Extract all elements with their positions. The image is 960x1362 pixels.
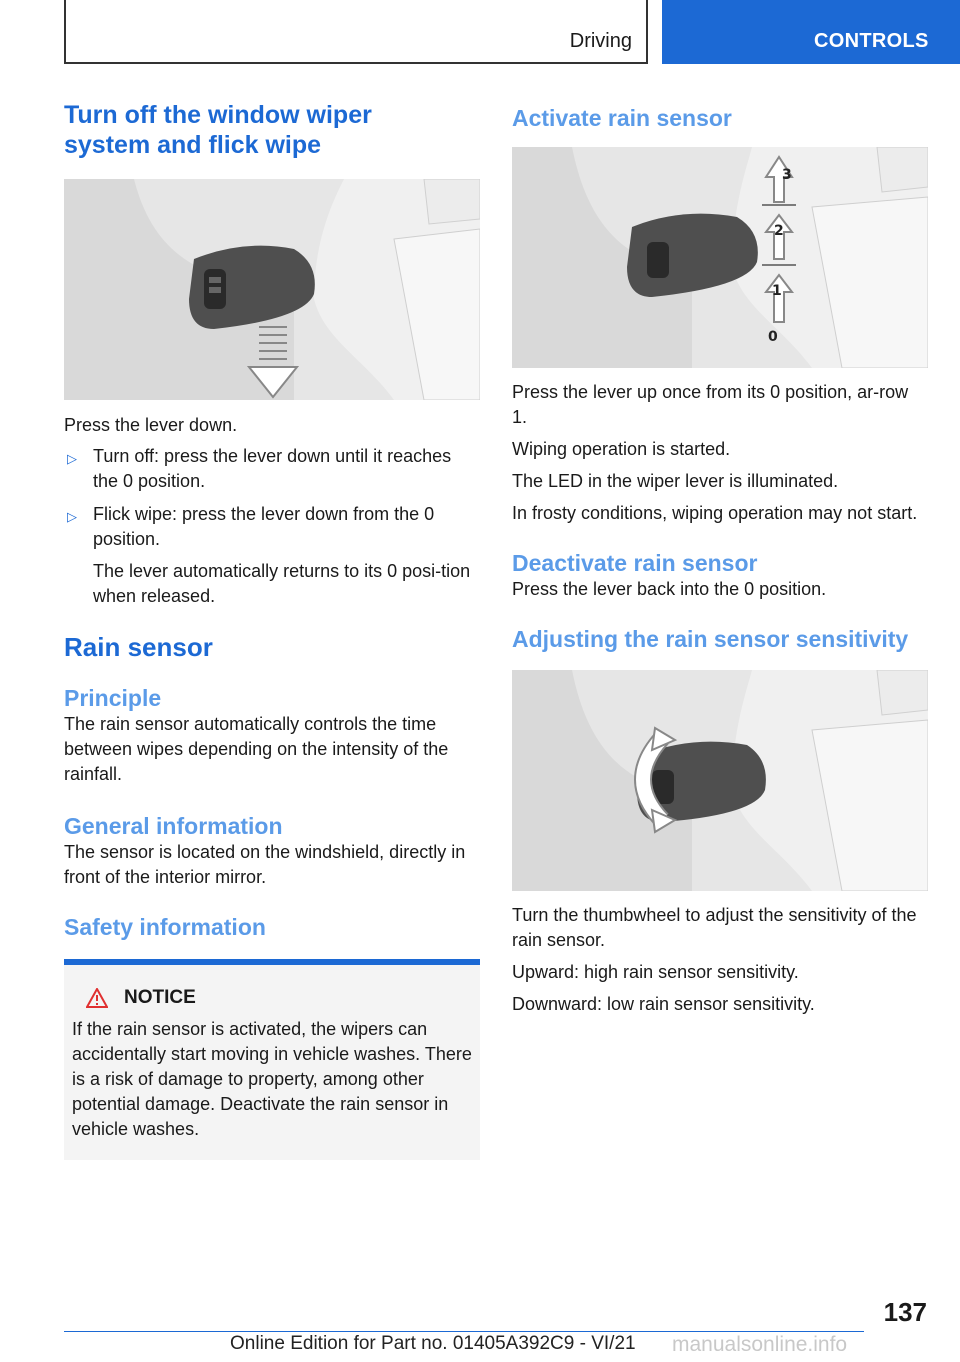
deactivate-text: Press the lever back into the 0 position. (512, 579, 827, 599)
notice-box (64, 959, 480, 1160)
thumbwheel-illustration (512, 670, 928, 891)
bullet-turn-off (64, 444, 480, 494)
header-chapter: CONTROLS (814, 30, 929, 52)
lever-up-illustration (512, 147, 928, 368)
figure-lever-up (512, 147, 928, 368)
subheading-activate: Activate rain sensor (512, 105, 732, 131)
header-section: Driving (569, 30, 632, 52)
subheading-general-info: General information (64, 813, 283, 839)
figure-thumbwheel (512, 670, 928, 891)
watermark: manualsonline.info (672, 1333, 848, 1356)
triangle-bullet-icon: ▷ (67, 509, 77, 524)
arrow-label-0: 0 (768, 329, 778, 345)
adjust-text-1: Turn the thumbwheel to adjust the sensitivity of the rain sensor. (512, 905, 917, 950)
footer-divider (64, 1331, 864, 1332)
header-section-box (64, 0, 648, 64)
subheading-deactivate: Deactivate rain sensor (512, 550, 758, 576)
right-column (512, 100, 928, 1017)
section-title-rain-sensor: Rain sensor (64, 632, 213, 662)
adjust-text-2: Upward: high rain sensor sensitivity. (512, 962, 799, 982)
notice-header (72, 987, 472, 1009)
footer-edition: Online Edition for Part no. 01405A392C9 - VI/21 (230, 1333, 636, 1354)
principle-text: The rain sensor automatically controls the time between wipes depending on the intensity of the rainfall. (64, 714, 449, 784)
notice-title: NOTICE (124, 987, 196, 1008)
subheading-principle: Principle (64, 685, 162, 711)
bullet-turn-off-text: Turn off: press the lever down until it reaches the 0 position. (93, 446, 452, 491)
lever-down-illustration (64, 179, 480, 400)
arrow-label-2: 2 (774, 223, 784, 239)
activate-text-4: In frosty conditions, wiping operation may not start. (512, 503, 918, 523)
adjust-text-3: Downward: low rain sensor sensitivity. (512, 994, 815, 1014)
subheading-safety-info: Safety information (64, 914, 266, 940)
bullet-flick-wipe-text: Flick wipe: press the lever down from the 0 position. (93, 504, 435, 549)
section-title-turn-off: Turn off the window wiper system and flick wipe (64, 101, 372, 159)
left-column (64, 100, 480, 1160)
arrow-label-1: 1 (772, 283, 782, 299)
activate-text-2: Wiping operation is started. (512, 439, 731, 459)
notice-text: If the rain sensor is activated, the wipers can accidentally start moving in vehicle washes. There is a risk of damage to property, among other potential damage. Deactivate the rain sensor in vehicle washes. (72, 1019, 472, 1139)
triangle-bullet-icon: ▷ (67, 451, 77, 466)
arrow-label-3: 3 (782, 167, 792, 183)
warning-triangle-icon (86, 988, 108, 1008)
activate-text-1: Press the lever up once from its 0 position, ar‐row 1. (512, 382, 909, 427)
bullet-flick-wipe-note-text: The lever automatically returns to its 0 posi‐tion when released. (93, 561, 471, 606)
bullet-flick-wipe (64, 502, 480, 552)
general-info-text: The sensor is located on the windshield, directly in front of the interior mirror. (64, 842, 466, 887)
intro-text: Press the lever down. (64, 415, 238, 435)
activate-text-3: The LED in the wiper lever is illuminated. (512, 471, 839, 491)
header-chapter-tab (662, 0, 960, 64)
page-number: 137 (883, 1297, 927, 1327)
subheading-adjust-sensitivity: Adjusting the rain sensor sensitivity (512, 626, 909, 652)
figure-lever-down (64, 179, 480, 400)
bullet-flick-wipe-note (64, 559, 480, 609)
